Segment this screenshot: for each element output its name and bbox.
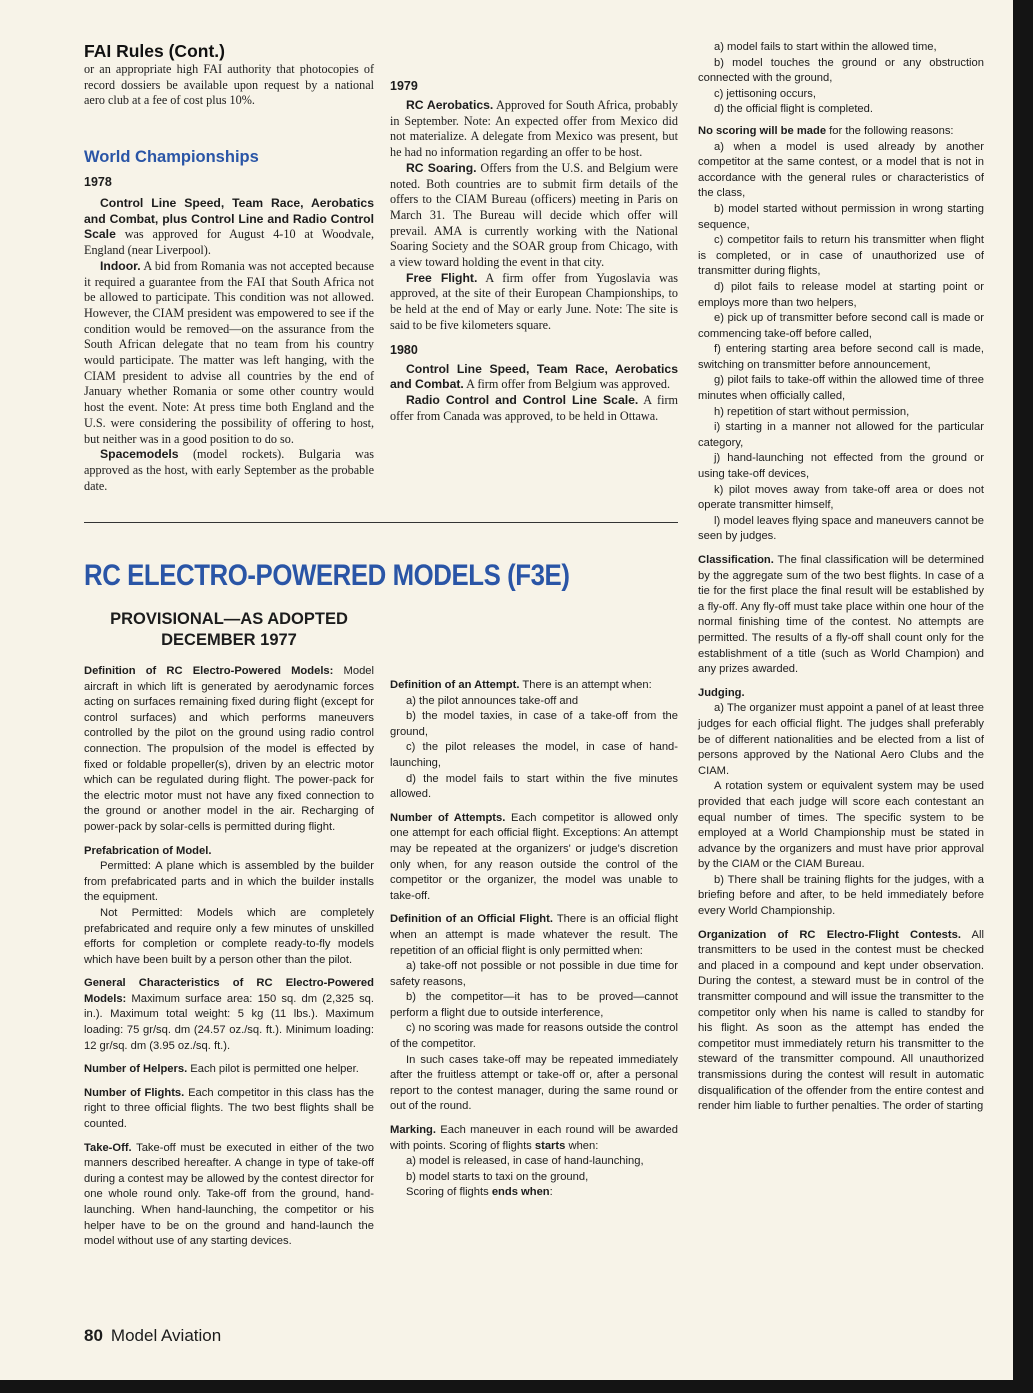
marking-b: b) model starts to taxi on the ground, — [406, 1170, 589, 1183]
world-championships-heading: World Championships — [84, 148, 259, 166]
provisional-subtitle: PROVISIONAL—AS ADOPTED DECEMBER 1977 — [110, 610, 348, 649]
official-a: a) take-off not possible or not possible in due time for safety reasons, — [390, 960, 678, 988]
official-flight-definition: Definition of an Official Flight. There is an official flight when an attempt is made whatever the result. The repetition of an official flight is only permitted when: — [390, 913, 678, 957]
no-scoring-a: a) when a model is used already by another competitor at the same contest, or a model that is not in accordance with the general rules or characteristics of the class, — [698, 140, 984, 200]
attempt-definition: Definition of an Attempt. There is an attempt when: — [390, 679, 652, 691]
organization-paragraph: Organization of RC Electro-Flight Contests. All transmitters to be used in the contest must be checked and placed in a compound and kept under observation. During the contest, a steward must be in control of the transmitter compound and will issue the transmitter to the competitor only when his name is called to standby for his flight. As soon as the attempt has ended the competitor must immediately return his transmitter to the steward of the transmitter compound. All unauthorized transmissions during the contest will result in automatic disqualification of the offender from the entire contest and render him liable to further penalties. The order of starting — [698, 928, 984, 1113]
wc-1978-spacemodels: Spacemodels (model rockets). Bulgaria was approved as the host, with early September as the probable date. — [84, 447, 374, 493]
official-b: b) the competitor—it has to be proved—cannot perform a flight due to outside interference, — [390, 991, 678, 1019]
fai-rules-section — [84, 40, 374, 109]
wc-1979-soaring: RC Soaring. Offers from the U.S. and Belgium were noted. Both countries are to submit firm details of the offers to the CIAM Bureau (officers) meeting in Paris on March 31. The Bureau will decide which offer will prevail. AMA is currently working with the National Soaring Society and the SOAR group from Chicago, with a view toward holding the event in that city. — [390, 160, 678, 270]
wc-1980-control-line: Control Line Speed, Team Race, Aerobatics and Combat. A firm offer from Belgium was approved. — [390, 361, 678, 392]
no-scoring-d: d) pilot fails to release model at starting point or employs more than two helpers, — [698, 280, 984, 309]
no-scoring-l: l) model leaves flying space and maneuvers cannot be seen by judges. — [698, 514, 984, 543]
year-1980: 1980 — [390, 342, 418, 357]
judging-b: b) There shall be training flights for the judges, with a briefing before and after, to be held immediately before every World Championship. — [698, 873, 984, 918]
f3e-column-2 — [390, 678, 678, 1201]
end-d: d) the official flight is completed. — [714, 103, 873, 116]
take-off-paragraph: Take-Off. Take-off must be executed in either of the two manners described hereafter. A change in type of take-off during a contest may be allowed by the contest director for one whole round only. Take-off from the ground, hand-launching. When hand-launching, the competitor or his helper have to be on the ground and hand-launch the model without use of any starting devices. — [84, 1141, 374, 1248]
wc-1980-radio-control: Radio Control and Control Line Scale. A firm offer from Canada was approved, to be held in Ottawa. — [390, 392, 678, 423]
marking-a: a) model is released, in case of hand-launching, — [406, 1155, 644, 1168]
end-c: c) jettisoning occurs, — [714, 87, 816, 100]
no-scoring-i: i) starting in a manner not allowed for the particular category, — [698, 421, 984, 449]
section-divider — [84, 522, 678, 523]
magazine-name: Model Aviation — [110, 1326, 222, 1345]
no-scoring-f: f) entering starting area before second call is made, switching on transmitter before announcement, — [698, 343, 984, 371]
judging-heading: Judging. — [698, 686, 745, 699]
scoring-ends: Scoring of flights ends when: — [406, 1186, 553, 1199]
world-championships-continued — [390, 40, 678, 424]
no-scoring-k: k) pilot moves away from take-off area or does not operate transmitter himself, — [698, 483, 984, 512]
classification-paragraph: Classification. The final classification will be determined by the aggregate sum of the two best flights. In case of a tie for the first place the final result will be established by a fly-off. Any fly-off must take place within one hour of the normal finishing time of the contest. No attempts are permitted. The results of a fly-off shall count only for the establishment of a title (such as World Champion) and any prizes awarded. — [698, 554, 984, 676]
judging-a: a) The organizer must appoint a panel of at least three judges for each official flight. The judges shall preferably be of different nationalities and be elected from a list of persons approved by the National Aero Clubs and the CIAM. — [698, 702, 984, 777]
marking-paragraph: Marking. Each maneuver in each round will be awarded with points. Scoring of flights starts when: — [390, 1124, 678, 1152]
no-scoring-h: h) repetition of start without permission, — [714, 405, 910, 418]
number-of-attempts: Number of Attempts. Each competitor is allowed only one attempt for each official flight. Exceptions: An attempt may be repeated at the organizers' or judge's discretion only when, for any reason outside the control of the competitor or the organizer, the model was unable to take-off. — [390, 811, 678, 902]
f3e-column-1 — [84, 664, 374, 1250]
attempt-c: c) the pilot releases the model, in case of hand-launching, — [390, 741, 678, 769]
end-a: a) model fails to start within the allowed time, — [714, 41, 937, 53]
number-of-helpers: Number of Helpers. Each pilot is permitted one helper. — [84, 1063, 359, 1076]
attempt-b: b) the model taxies, in case of a take-off from the ground, — [390, 710, 678, 738]
prefabrication-heading: Prefabrication of Model. — [84, 844, 212, 857]
official-repeat: In such cases take-off may be repeated immediately after the fruitless attempt or take-off or, after a personal report to the contest manager, during the same round or out of the round. — [390, 1053, 678, 1113]
wc-1978-indoor: Indoor. A bid from Romania was not accepted because it required a guarantee from the FAI that South Africa not be allowed to participate. This condition was not allowed. However, the CIAM president was empowered to see if the condition would be removed—on the assurance from the South African delegate that no team from his country would participate. The matter was left hanging, with the CIAM president to advise all countries by the end of January whether Romania or some other country would host the event. Note: At press time both England and the U.S. were considering the possibility of offering to host, but neither was in a good position to do so. — [84, 258, 374, 446]
end-b: b) model touches the ground or any obstruction connected with the ground, — [698, 56, 984, 85]
wc-1979-free-flight: Free Flight. A firm offer from Yugoslavia was approved, at the site of their European Championships, to be held at the end of May or early June. Note: The site is said to be five kilometers square. — [390, 270, 679, 332]
no-scoring-c: c) competitor fails to return his transmitter when flight is completed, or in case of unauthorized use of transmitter during flights, — [698, 234, 984, 278]
no-scoring-j: j) hand-launching not effected from the ground or using take-off devices, — [698, 452, 984, 481]
page-number: 80 — [84, 1326, 103, 1345]
number-of-flights: Number of Flights. Each competitor in this class has the right to three official flights. The two best flights shall be counted. — [84, 1086, 374, 1131]
no-scoring-g: g) pilot fails to take-off within the allowed time of three minutes when officially called, — [698, 374, 984, 403]
year-1979: 1979 — [390, 79, 418, 93]
world-championships-section — [84, 146, 374, 494]
definition-paragraph: Definition of RC Electro-Powered Models: Model aircraft in which lift is generated by aerodynamic forces acting on surfaces remaining fixed during flight (except for control surfaces) and which performs maneuvers controlled by the pilot on the ground using radio control connection. The propulsion of the model is effected by fixed or foldable propeller(s), driven by an electric motor which can be regulated during flight. The power-pack for the electric motor must not have any fixed connection to the ground or another model in the air. Recharging of power-pack by solar-cells is permitted during flight. — [84, 665, 374, 833]
official-c: c) no scoring was made for reasons outside the control of the competitor. — [390, 1022, 678, 1051]
no-scoring-heading: No scoring will be made for the following reasons: — [698, 124, 954, 137]
fai-rules-paragraph: or an appropriate high FAI authority that photocopies of record dossiers be available upon request by a national aero club at a fee of cost plus 10%. — [84, 62, 374, 108]
page-footer — [84, 1326, 221, 1346]
year-1978: 1978 — [84, 175, 112, 189]
attempt-a: a) the pilot announces take-off and — [406, 694, 579, 707]
judging-rotation: A rotation system or equivalent system may be used provided that each judge will score each contestant an equal number of times. The specific system to be employed at a World Championship must be stated in advance by the organizers and must have prior approval by the CIAM or the CIAM Bureau. — [698, 780, 984, 871]
article-title: RC ELECTRO-POWERED MODELS (F3E) — [84, 559, 570, 592]
wc-1979-aerobatics: RC Aerobatics. Approved for South Africa, probably in September. Note: An expected offer from Mexico did not materialize. A delegate from Mexico was present, but he had no information regarding an offer to be host. — [390, 98, 678, 160]
prefabrication-not-permitted: Not Permitted: Models which are completely prefabricated and require only a few minutes of unskilled efforts for completion or complete ready-to-fly models which have been built by a person other than the pilot. — [84, 906, 374, 966]
f3e-column-3 — [698, 40, 984, 1115]
no-scoring-b: b) model started without permission in wrong starting sequence, — [698, 202, 984, 231]
fai-rules-heading: FAI Rules (Cont.) — [84, 41, 225, 61]
attempt-d: d) the model fails to start within the five minutes allowed. — [390, 772, 678, 801]
general-characteristics: General Characteristics of RC Electro-Powered Models: Maximum surface area: 150 sq. dm (2,325 sq. in.). Maximum total weight: 5 kg (11 lbs.). Maximum loading: 75 gr/sq. dm (24.57 oz./sq. ft.). Minimum loading: 12 gr/sq. dm (3.95 oz./sq. ft.). — [84, 977, 374, 1052]
prefabrication-permitted: Permitted: A plane which is assembled by the builder from prefabricated parts and in which the builder installs the equipment. — [84, 860, 374, 904]
wc-1978-control-line: Control Line Speed, Team Race, Aerobatics and Combat, plus Control Line and Radio Control Scale was approved for August 4-10 at Woodvale, England (near Liverpool). — [84, 196, 374, 258]
no-scoring-e: e) pick up of transmitter before second call is made or commencing take-off before called, — [698, 312, 984, 340]
